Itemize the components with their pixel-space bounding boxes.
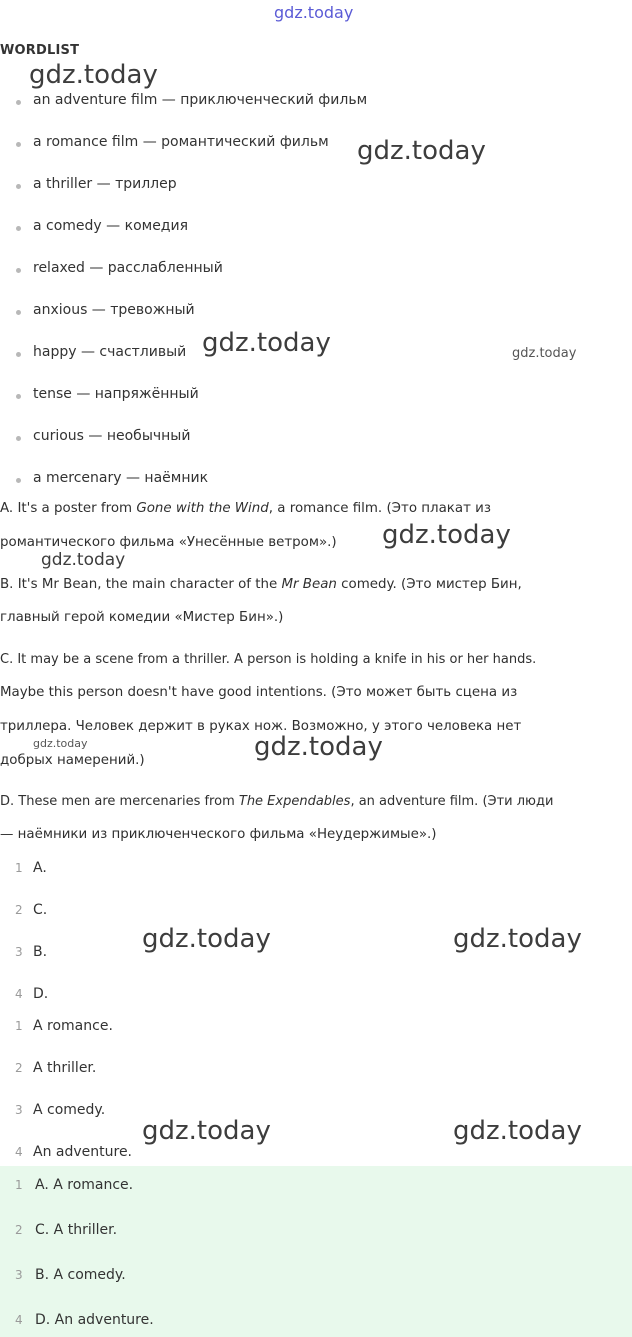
wordlist-item: relaxed — расслабленный (33, 260, 223, 276)
paragraph-d-line1: D. These men are mercenaries from The Expendables, an adventure film. (Эти люди (0, 794, 554, 809)
wordlist-item: a romance film — романтический фильм (33, 134, 329, 150)
list-number: 3 (15, 1268, 23, 1282)
wordlist-item: anxious — тревожный (33, 302, 195, 318)
list-item: A thriller. (33, 1060, 97, 1076)
bullet-icon (16, 436, 21, 441)
watermark-top: gdz.today (274, 3, 354, 22)
list-number: 4 (15, 1313, 23, 1327)
bullet-icon (16, 352, 21, 357)
list-item: C. (33, 902, 48, 918)
wordlist-item: an adventure film — приключенческий фильм (33, 92, 368, 108)
wordlist-item: tense — напряжённый (33, 386, 199, 402)
paragraph-c-line2: Maybe this person doesn't have good intentions. (Это может быть сцена из (0, 685, 518, 700)
bullet-icon (16, 478, 21, 483)
list-item: An adventure. (33, 1144, 133, 1160)
wordlist-item: a mercenary — наёмник (33, 470, 209, 486)
wordlist-item: curious — необычный (33, 428, 191, 444)
list-item: D. (33, 986, 49, 1002)
wordlist-heading: WORDLIST (0, 43, 80, 58)
watermark: gdz.today (453, 1116, 582, 1146)
paragraph-a-line2: романтического фильма «Унесённые ветром».) (0, 535, 337, 550)
paragraph-c-line4: добрых намерений.) (0, 753, 145, 768)
list-number: 2 (15, 903, 23, 917)
bullet-icon (16, 100, 21, 105)
watermark: gdz.today (512, 346, 577, 361)
list-item: C. A thriller. (35, 1222, 118, 1238)
watermark: gdz.today (357, 136, 486, 166)
list-item: D. An adventure. (35, 1312, 154, 1328)
watermark: gdz.today (254, 732, 383, 762)
watermark: gdz.today (41, 550, 126, 570)
list-number: 1 (15, 861, 23, 875)
bullet-icon (16, 394, 21, 399)
list-number: 3 (15, 1103, 23, 1117)
bullet-icon (16, 268, 21, 273)
watermark: gdz.today (382, 520, 511, 550)
wordlist-item: happy — счастливый (33, 344, 187, 360)
paragraph-d-line2: — наёмники из приключенческого фильма «Неудержимые».) (0, 827, 437, 842)
paragraph-b-line1: B. It's Mr Bean, the main character of the Mr Bean comedy. (Это мистер Бин, (0, 577, 522, 592)
watermark: gdz.today (142, 924, 271, 954)
wordlist-item: a thriller — триллер (33, 176, 177, 192)
list-item: B. A comedy. (35, 1267, 126, 1283)
list-number: 1 (15, 1178, 23, 1192)
paragraph-c-line3: триллера. Человек держит в руках нож. Возможно, у этого человека нет (0, 719, 522, 734)
watermark: gdz.today (33, 737, 88, 750)
list-number: 3 (15, 945, 23, 959)
list-item: A comedy. (33, 1102, 106, 1118)
list-number: 2 (15, 1061, 23, 1075)
list-number: 1 (15, 1019, 23, 1033)
list-item: A. (33, 860, 47, 876)
bullet-icon (16, 142, 21, 147)
watermark: gdz.today (453, 924, 582, 954)
bullet-icon (16, 310, 21, 315)
watermark: gdz.today (142, 1116, 271, 1146)
paragraph-a-line1: A. It's a poster from Gone with the Wind, a romance film. (Это плакат из (0, 501, 491, 516)
bullet-icon (16, 226, 21, 231)
watermark: gdz.today (29, 60, 158, 90)
list-item: A. A romance. (35, 1177, 134, 1193)
bullet-icon (16, 184, 21, 189)
paragraph-b-line2: главный герой комедии «Мистер Бин».) (0, 610, 284, 625)
watermark: gdz.today (202, 328, 331, 358)
list-item: B. (33, 944, 48, 960)
paragraph-c-line1: C. It may be a scene from a thriller. A person is holding a knife in his or her hands. (0, 652, 537, 667)
wordlist-item: a comedy — комедия (33, 218, 189, 234)
list-number: 4 (15, 1145, 23, 1159)
list-number: 4 (15, 987, 23, 1001)
list-item: A romance. (33, 1018, 113, 1034)
list-number: 2 (15, 1223, 23, 1237)
